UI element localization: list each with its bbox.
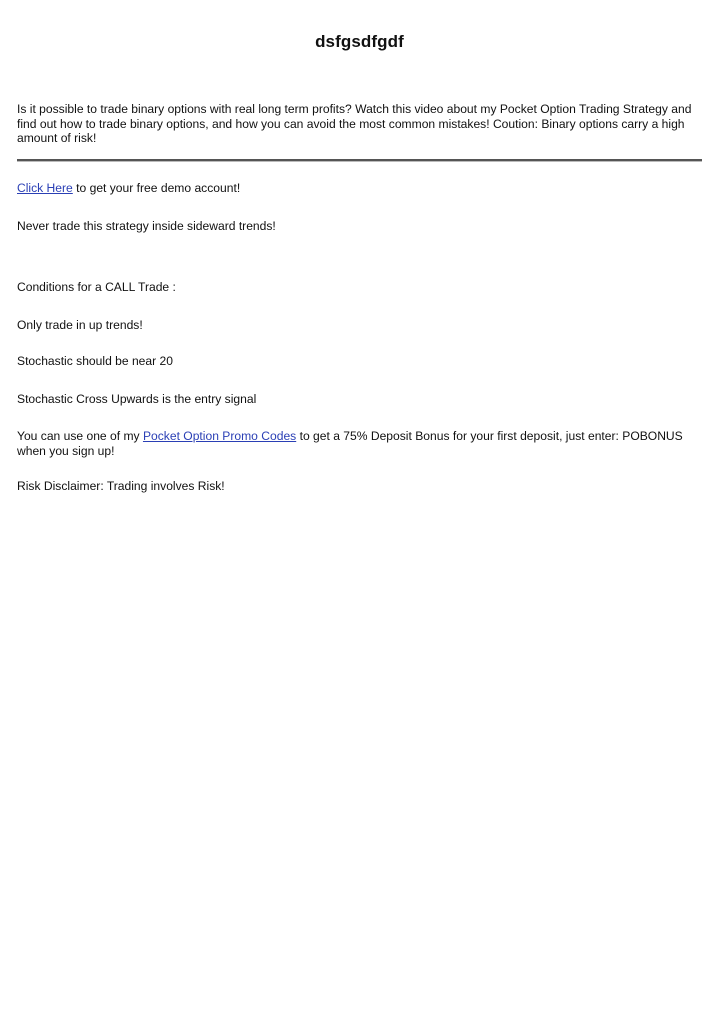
demo-paragraph xyxy=(17,181,707,196)
intro-paragraph: Is it possible to trade binary options with real long term profits? Watch this video about my Pocket Option Trading Strategy and find out how to trade binary options, and how you can avoid the most common mistakes! Coution: Binary options carry a high amount of risk! xyxy=(17,102,692,146)
warning-paragraph: Never trade this strategy inside sideward trends! xyxy=(17,219,276,233)
condition-up-trends: Only trade in up trends! xyxy=(17,318,143,332)
condition-stochastic-near-20: Stochastic should be near 20 xyxy=(17,354,173,368)
demo-text: to get your free demo account! xyxy=(72,181,241,195)
click-here-link[interactable]: Click Here xyxy=(17,181,73,195)
condition-entry-signal: Stochastic Cross Upwards is the entry signal xyxy=(17,392,257,406)
promo-prefix: You can use one of my xyxy=(17,429,143,443)
document-title: dsfgsdfgdf xyxy=(315,32,404,51)
conditions-heading: Conditions for a CALL Trade : xyxy=(17,280,176,294)
horizontal-divider xyxy=(17,159,702,162)
promo-paragraph xyxy=(17,429,707,458)
risk-disclaimer: Risk Disclaimer: Trading involves Risk! xyxy=(17,479,225,493)
promo-suffix: to get a 75% Deposit Bonus for your first deposit, just enter: POBONUS when you sign up! xyxy=(17,429,683,458)
promo-codes-link[interactable]: Pocket Option Promo Codes xyxy=(142,429,297,443)
